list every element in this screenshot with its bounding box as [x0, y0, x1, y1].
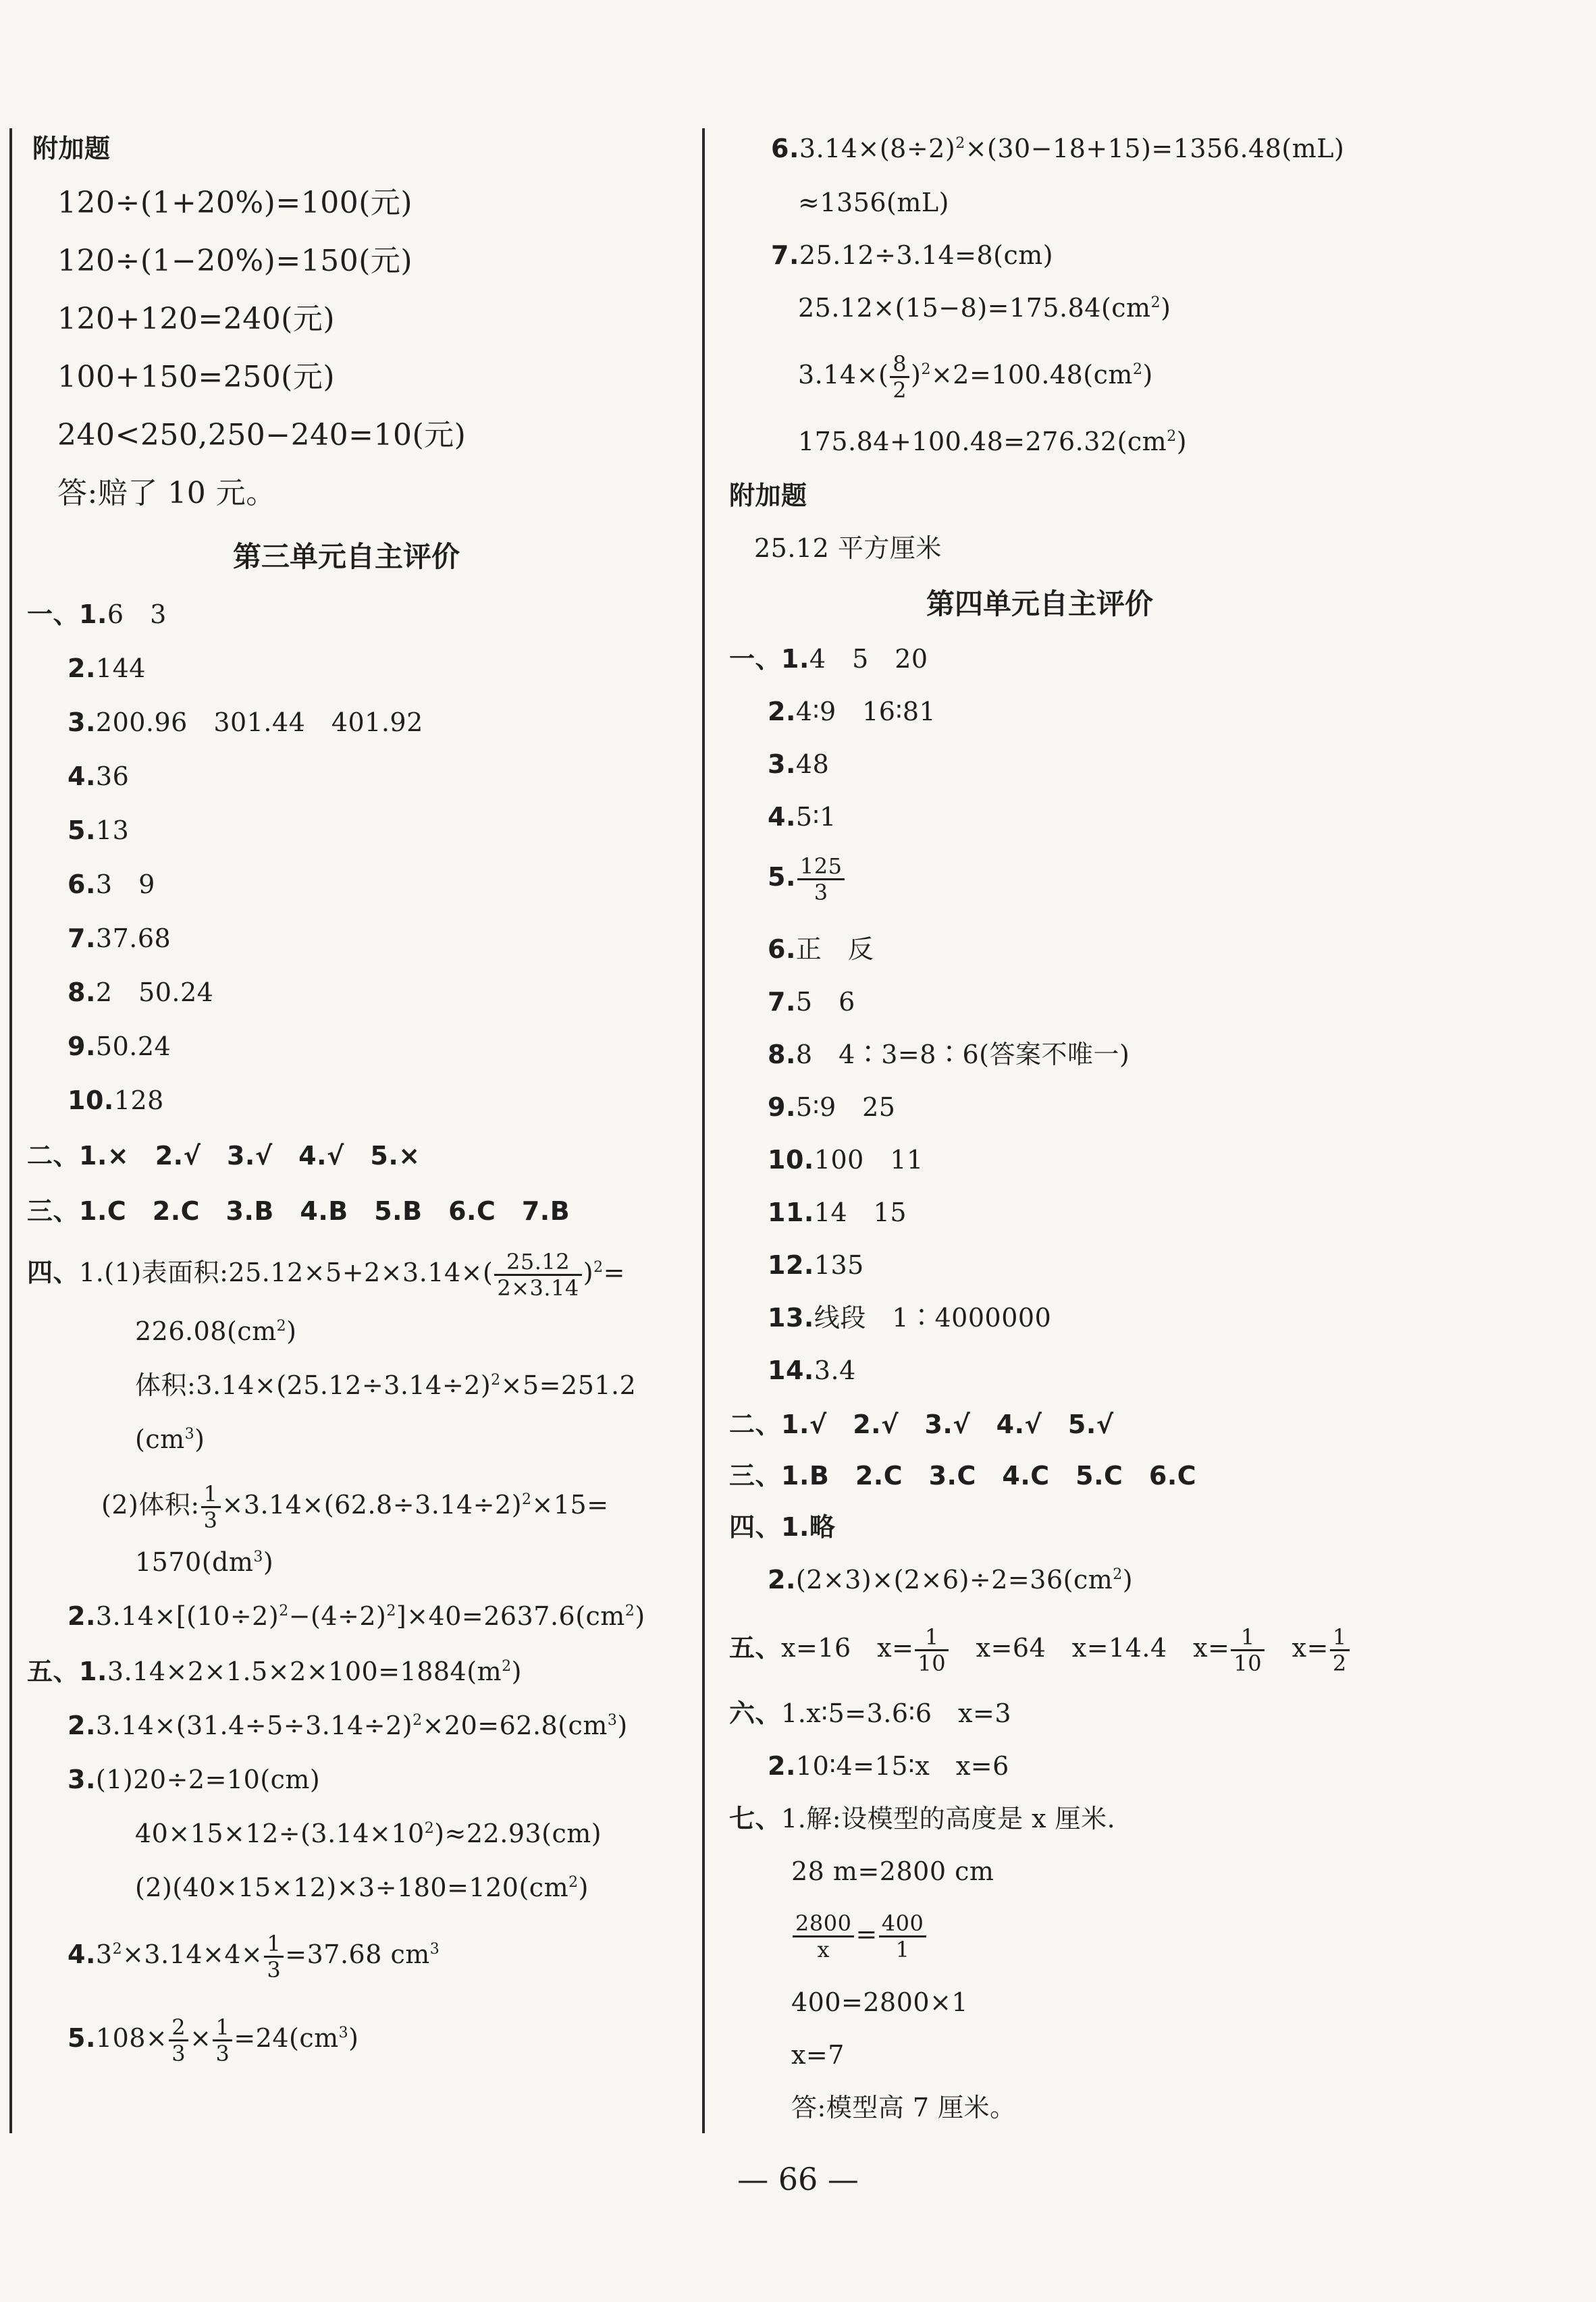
r-s6-line-2: 2.10∶4=15∶x x=6	[768, 1751, 1009, 1781]
r-s1-item-1: 一、1.4 5 20	[729, 644, 928, 674]
r-s7-line-4: 400=2800×1	[791, 1987, 969, 2017]
r-s7-line-1: 七、1.解:设模型的高度是 x 厘米.	[729, 1804, 1116, 1833]
l-s5-line-2: $2.3.14\times(31.4\div 5\div 3.14\div 2)^2\times 20=62.8(cm^3)$	[68, 1711, 628, 1740]
bonus-line-4: 100+150=250(元)	[57, 360, 336, 394]
r-q7-line-2: $25.12\times(15-8)=175.84(cm^2)$	[798, 293, 1171, 323]
r-s7-line-5: x=7	[791, 2040, 845, 2070]
right-bonus-title: 附加题	[729, 481, 807, 510]
unit3-title: 第三单元自主评价	[233, 540, 460, 573]
r-s7-line-6: 答:模型高 7 厘米。	[791, 2093, 1016, 2122]
l-s5-line-5: $(2)(40\times 15\times 12)\times 3\div 180=120(cm^2)$	[135, 1873, 589, 1902]
r-s1-item-7: 7.5 6	[768, 987, 855, 1017]
bonus-line-6: 答:赔了 10 元。	[57, 476, 276, 510]
r-s1-item-14: 14.3.4	[768, 1356, 856, 1385]
r-s3-answers: 三、1.B 2.C 3.C 4.C 5.C 6.C	[729, 1461, 1197, 1491]
l-s1-item-2: 2.144	[68, 653, 146, 683]
fraction: $\frac{2800}{x}$	[793, 1911, 854, 1962]
r-q6-line-2: ≈1356(mL)	[798, 188, 949, 217]
r-s1-item-4: 4.5∶1	[768, 802, 836, 832]
l-s5-line-7: 5.108× $\frac{2}{3}$ × $\frac{1}{3}$ $=24(cm^3)$	[68, 2014, 359, 2066]
bonus-line-2: 120÷(1−20%)=150(元)	[57, 244, 413, 278]
l-s4-line-2: $226.08(cm^2)$	[135, 1316, 297, 1346]
fraction: $\frac{25.12}{2\times 3.14}$	[494, 1250, 581, 1300]
r-s1-item-12: 12.135	[768, 1250, 864, 1280]
fraction: $\frac{1}{10}$	[915, 1625, 949, 1676]
r-s1-item-8: 8.8 4∶3=8∶6(答案不唯一)	[768, 1040, 1130, 1069]
l-s4-line-5: (2)体积: $\frac{1}{3}$ $\times 3.14\times(62.8\div 3.14\div 2)^2\times 15=$	[101, 1481, 609, 1533]
l-s3-answers: 三、1.C 2.C 3.B 4.B 5.B 6.C 7.B	[27, 1196, 570, 1226]
r-s7-line-3: $\frac{2800}{x}$ = $\frac{400}{1}$	[791, 1911, 928, 1962]
r-q7-line-4: $175.84+100.48=276.32(cm^2)$	[798, 427, 1188, 456]
l-s1-item-1: 一、1.6 3	[27, 599, 167, 629]
l-s5-line-4: $40\times 15\times 12\div(3.14\times 10^2)\approx 22.93(cm)$	[135, 1819, 602, 1848]
r-s1-item-6: 6.正 反	[768, 934, 874, 964]
page-number: — 66 —	[737, 2161, 859, 2197]
l-s1-item-4: 4.36	[68, 761, 130, 791]
r-s7-line-2: 28 m=2800 cm	[791, 1856, 994, 1886]
bonus-line-5: 240<250,250−240=10(元)	[57, 418, 467, 452]
l-s1-item-10: 10.128	[68, 1086, 164, 1115]
l-s4-line-6: $1570(dm^3)$	[135, 1547, 274, 1577]
r-q6-line-1: $6.3.14\times(8\div 2)^2\times(30-18+15)=1356.48(mL)$	[771, 134, 1345, 163]
r-s1-item-13: 13.线段 1∶4000000	[768, 1303, 1052, 1333]
r-s1-item-2: 2.4∶9 16∶81	[768, 697, 936, 726]
fraction: $\frac{1}{10}$	[1231, 1625, 1265, 1676]
r-s1-item-11: 11.14 15	[768, 1198, 907, 1227]
fraction: $\frac{1}{2}$	[1330, 1625, 1350, 1676]
fraction: $\frac{8}{2}$	[890, 352, 909, 402]
left-margin-rule	[9, 128, 12, 2133]
r-s2-answers: 二、1.√ 2.√ 3.√ 4.√ 5.√	[729, 1410, 1114, 1439]
r-s1-item-9: 9.5∶9 25	[768, 1092, 896, 1122]
r-s1-item-3: 3.48	[768, 749, 830, 779]
l-s4-line-4: $(cm^3)$	[135, 1424, 205, 1454]
r-s6-line-1: 六、1.x∶5=3.6∶6 x=3	[729, 1698, 1012, 1728]
fraction: $\frac{2}{3}$	[169, 2015, 188, 2066]
right-bonus-answer: 25.12 平方厘米	[754, 533, 942, 563]
r-q7-line-3: 3.14×( $\frac{8}{2}$ )$^2\times 2=100.48(cm^2)$	[798, 351, 1153, 403]
left-bonus-title: 附加题	[32, 134, 111, 163]
r-s1-item-10: 10.100 11	[768, 1145, 924, 1175]
l-s1-item-8: 8.2 50.24	[68, 978, 214, 1007]
column-divider	[702, 128, 705, 2133]
l-s1-item-6: 6.3 9	[68, 869, 155, 899]
l-s5-line-3: 3.(1)20÷2=10(cm)	[68, 1765, 321, 1794]
bonus-line-3: 120+120=240(元)	[57, 302, 336, 336]
l-s5-line-1: 五、$1.3.14\times 2\times 1.5\times 2\times 100=1884(m^2)$	[27, 1657, 522, 1686]
l-s4-line-3: 体积$:3.14\times(25.12\div 3.14\div 2)^2\times 5=251.2$	[135, 1370, 637, 1400]
fraction: $\frac{125}{3}$	[797, 854, 845, 905]
fraction: $\frac{1}{3}$	[264, 1931, 284, 1982]
fraction: $\frac{1}{3}$	[213, 2015, 232, 2066]
unit4-title: 第四单元自主评价	[926, 587, 1154, 620]
l-s2-answers: 二、1.× 2.√ 3.√ 4.√ 5.×	[27, 1141, 421, 1171]
r-s4-line-1: 四、1.略	[729, 1512, 836, 1542]
l-s1-item-5: 5.13	[68, 815, 130, 845]
fraction: $\frac{1}{3}$	[201, 1482, 221, 1532]
l-s4-line-7: $2.3.14\times[(10\div 2)^2-(4\div 2)^2]\times 40=2637.6(cm^2)$	[68, 1601, 645, 1631]
r-s1-item-5: 5. $\frac{125}{3}$	[768, 854, 846, 905]
r-s4-line-2: $2.(2\times 3)\times(2\times 6)\div 2=36(cm^2)$	[768, 1565, 1134, 1595]
fraction: $\frac{400}{1}$	[879, 1911, 927, 1962]
bonus-line-1: 120÷(1+20%)=100(元)	[57, 186, 413, 220]
l-s4-line-1: 四、1.(1)表面积:25.12×5+2×3.14×( $\frac{25.12}{2\times 3.14}$ )$^2$=	[27, 1249, 625, 1301]
l-s1-item-9: 9.50.24	[68, 1032, 171, 1061]
l-s1-item-7: 7.37.68	[68, 924, 171, 953]
r-q7-line-1: 7.25.12÷3.14=8(cm)	[771, 240, 1054, 270]
l-s5-line-6: $4.3^2\times 3.14\times 4\times$ $\frac{1}{3}$ =37.68 $cm^3$	[68, 1931, 440, 1983]
l-s1-item-3: 3.200.96 301.44 401.92	[68, 707, 423, 737]
r-s5-equations: 五、x=16 x= $\frac{1}{10}$ x=64 x=14.4 x= $\frac{1}{10}$ x= $\frac{1}{2}$	[729, 1625, 1351, 1676]
